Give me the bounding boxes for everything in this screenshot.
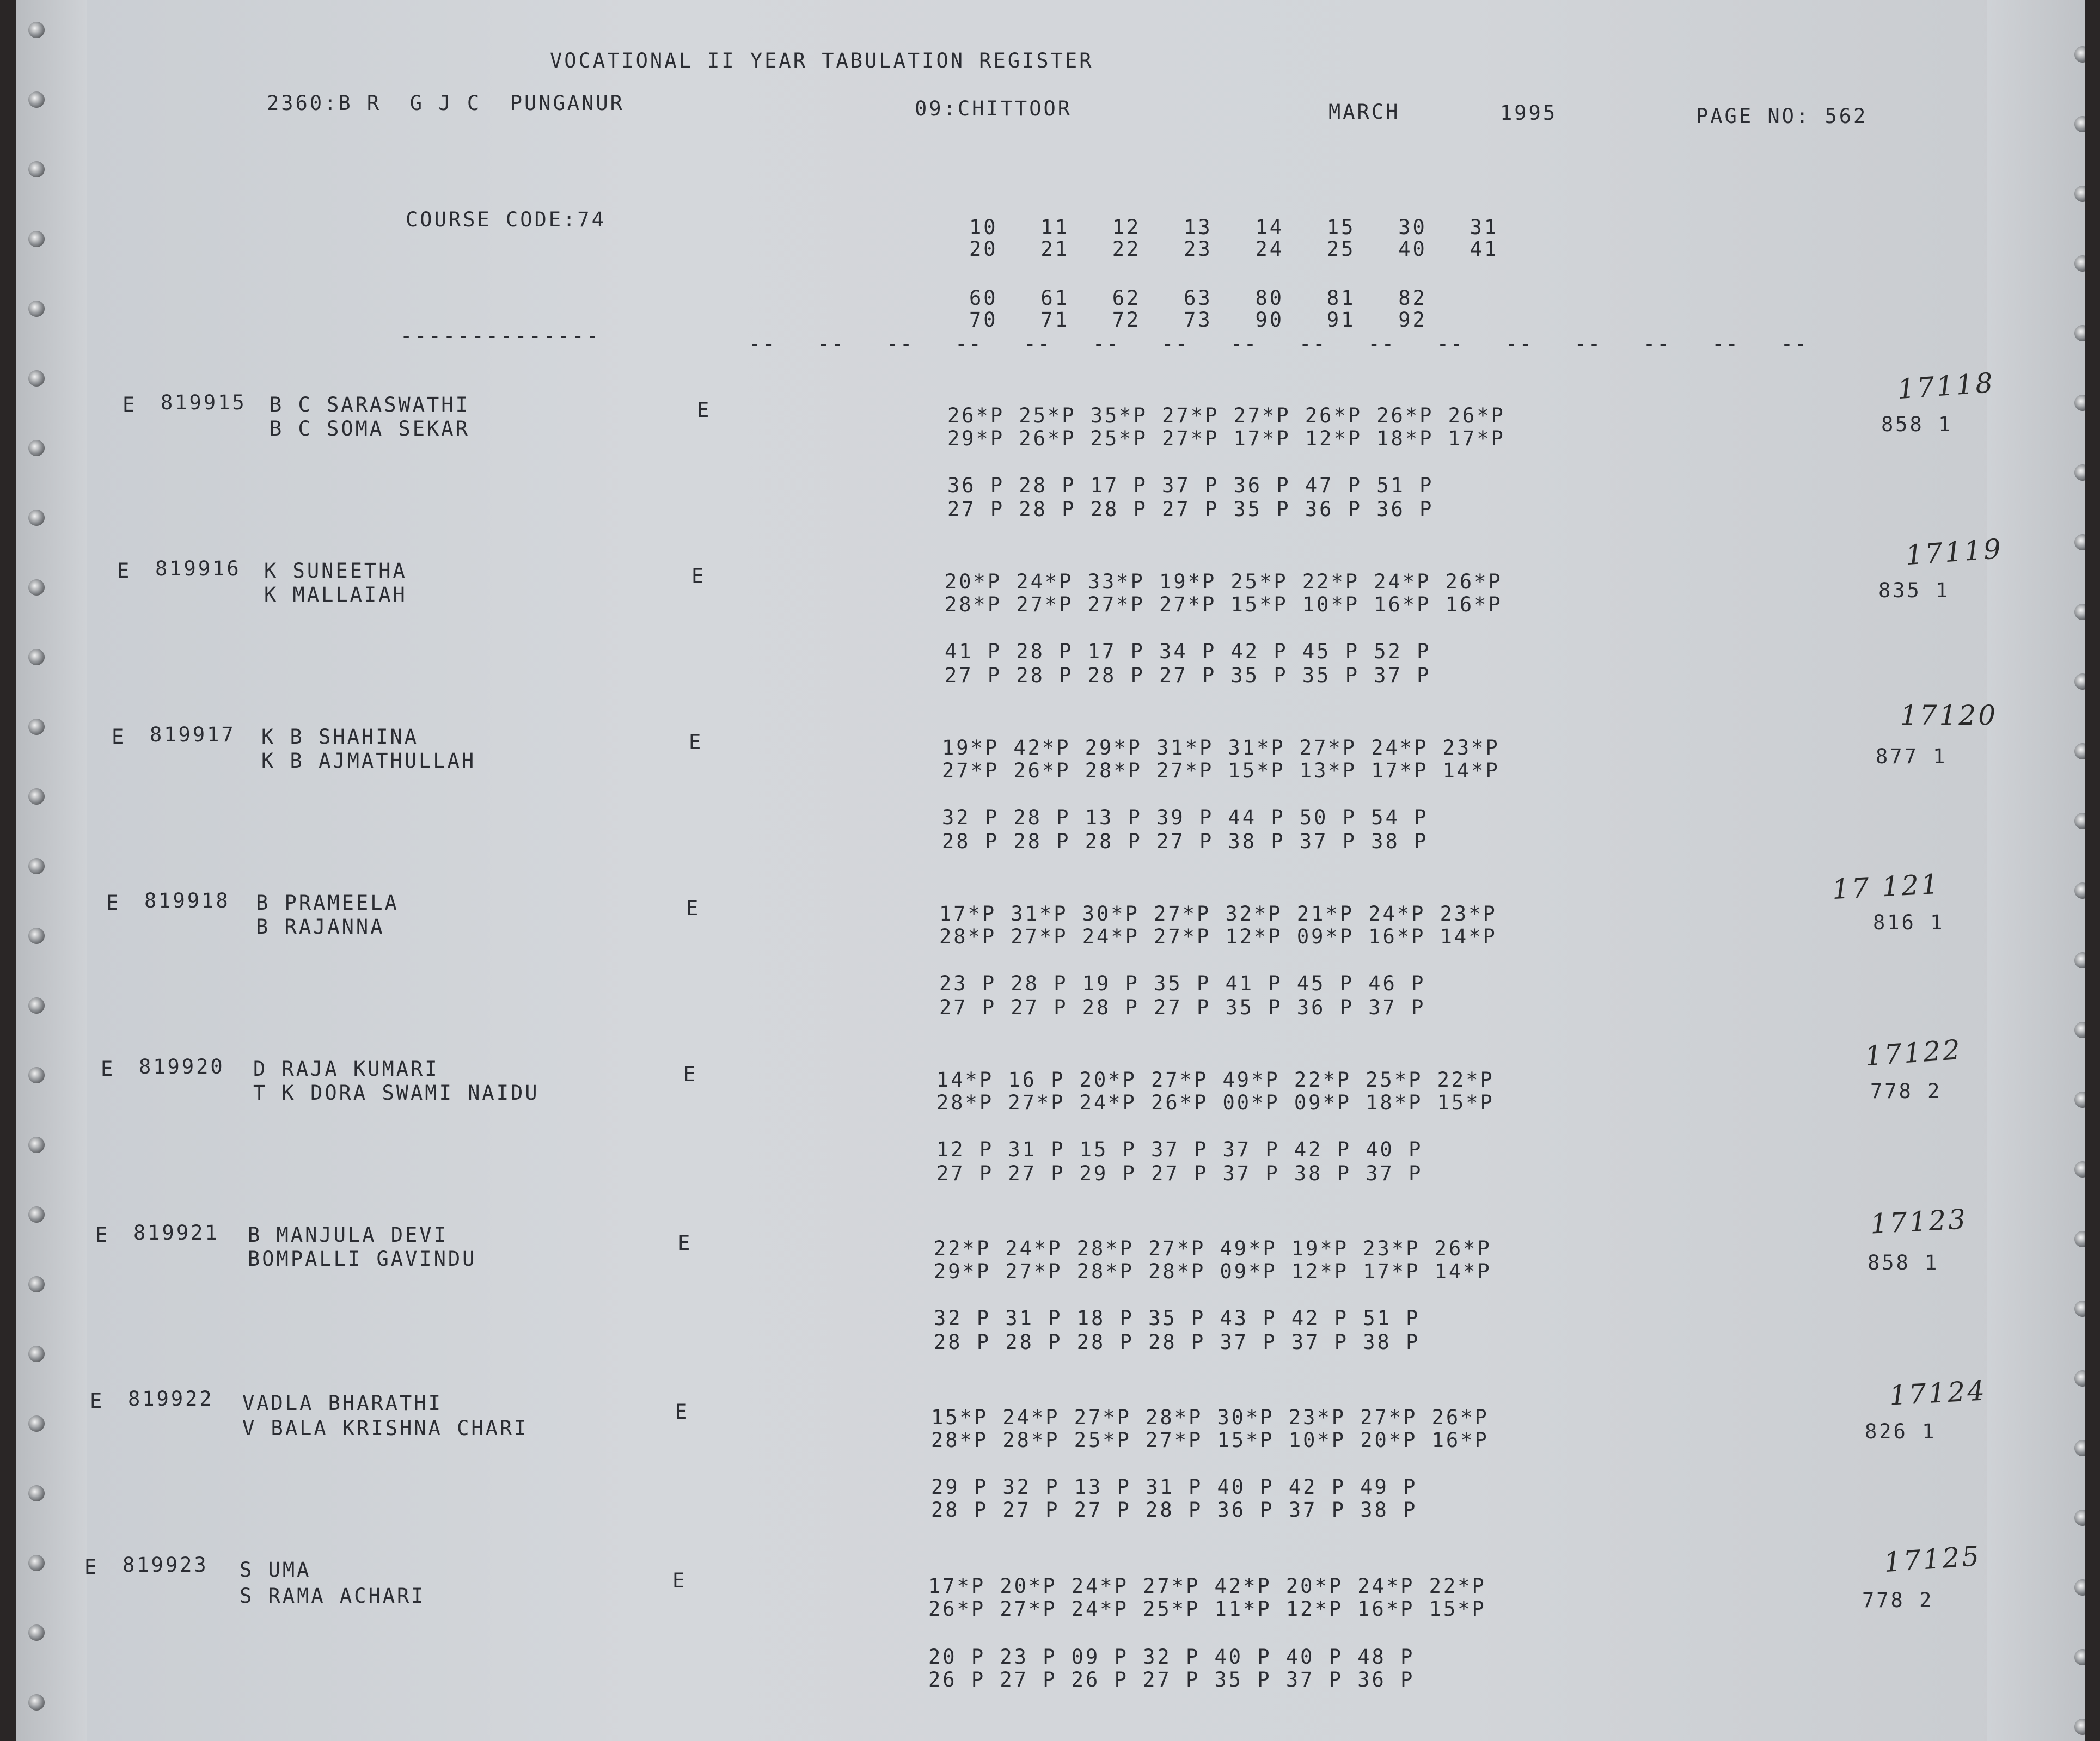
subject-codes-row-4: 70 71 72 73 90 91 92 (969, 308, 1427, 332)
sprocket-hole (28, 231, 45, 247)
total-marks: 816 1 (1873, 911, 1945, 934)
marks-line-4: 28 P 28 P 28 P 27 P 38 P 37 P 38 P (942, 830, 1429, 853)
sprocket-hole (28, 91, 45, 108)
marks-line-1: 22*P 24*P 28*P 27*P 49*P 19*P 23*P 26*P (934, 1237, 1492, 1260)
student-name: B C SARASWATHI (270, 393, 470, 416)
marks-line-3: 12 P 31 P 15 P 37 P 37 P 42 P 40 P (936, 1138, 1423, 1161)
total-marks: 778 2 (1870, 1080, 1942, 1103)
sprocket-hole (28, 301, 45, 317)
roll-number: 819918 (144, 889, 230, 912)
sprocket-hole (28, 370, 45, 387)
record-flag: E (95, 1223, 110, 1247)
marks-line-4: 27 P 28 P 28 P 27 P 35 P 35 P 37 P (945, 664, 1431, 687)
sprocket-hole (28, 22, 45, 38)
handwritten-serial: 17125 (1883, 1540, 1982, 1579)
parent-name: V BALA KRISHNA CHARI (242, 1417, 529, 1440)
roll-number: 819922 (128, 1387, 214, 1411)
student-name: D RAJA KUMARI (253, 1057, 439, 1081)
marks-line-1: 26*P 25*P 35*P 27*P 27*P 26*P 26*P 26*P (947, 404, 1505, 427)
handwritten-serial: 17120 (1900, 700, 1998, 731)
record-flag: E (90, 1389, 105, 1413)
sprocket-hole (28, 719, 45, 735)
roll-number: 819916 (155, 557, 241, 580)
total-marks: 877 1 (1876, 745, 1948, 768)
marks-line-2: 27*P 26*P 28*P 27*P 15*P 13*P 17*P 14*P (942, 759, 1500, 782)
marks-line-4: 26 P 27 P 26 P 27 P 35 P 37 P 36 P (928, 1668, 1415, 1691)
parent-name: B RAJANNA (256, 915, 385, 939)
sprocket-hole (28, 858, 45, 874)
sprocket-hole (28, 1415, 45, 1432)
marks-line-2: 28*P 27*P 24*P 26*P 00*P 09*P 18*P 15*P (936, 1091, 1495, 1114)
record-mark: E (691, 565, 706, 588)
total-marks: 826 1 (1865, 1420, 1937, 1443)
record-flag: E (106, 891, 121, 915)
roll-number: 819920 (139, 1055, 225, 1078)
record-mark: E (672, 1569, 687, 1592)
parent-name: T K DORA SWAMI NAIDU (253, 1081, 540, 1105)
record-mark: E (678, 1231, 693, 1255)
parent-name: S RAMA ACHARI (240, 1584, 426, 1608)
left-tractor-margin (16, 0, 87, 1741)
sprocket-hole (28, 1276, 45, 1292)
student-name: B MANJULA DEVI (248, 1223, 448, 1247)
student-name: B PRAMEELA (256, 891, 399, 915)
sprocket-hole (28, 649, 45, 665)
parent-name: B C SOMA SEKAR (270, 417, 470, 440)
student-name: K B SHAHINA (261, 725, 419, 749)
sprocket-hole (28, 928, 45, 944)
college-code: 2360:B R G J C PUNGANUR (267, 91, 625, 115)
marks-line-4: 27 P 27 P 28 P 27 P 35 P 36 P 37 P (939, 996, 1426, 1019)
student-name: S UMA (240, 1558, 311, 1581)
exam-year: 1995 (1500, 101, 1558, 125)
record-flag: E (117, 559, 132, 583)
handwritten-serial: 17122 (1864, 1033, 1963, 1072)
handwritten-serial: 17124 (1888, 1375, 1988, 1412)
separator-long: -------------- (400, 324, 601, 348)
subject-codes-row-3: 60 61 62 63 80 81 82 (969, 286, 1427, 310)
roll-number: 819921 (133, 1221, 219, 1245)
handwritten-serial: 17123 (1869, 1203, 1969, 1240)
page-number: PAGE NO: 562 (1696, 105, 1868, 128)
sprocket-hole (28, 1485, 45, 1501)
marks-line-3: 32 P 31 P 18 P 35 P 43 P 42 P 51 P (934, 1307, 1421, 1330)
parent-name: K B AJMATHULLAH (261, 749, 476, 773)
register-title: VOCATIONAL II YEAR TABULATION REGISTER (550, 49, 1094, 72)
course-code: COURSE CODE:74 (406, 208, 606, 231)
subject-codes-row-2: 20 21 22 23 24 25 40 41 (969, 237, 1499, 261)
total-marks: 835 1 (1878, 579, 1950, 602)
sprocket-hole (28, 1067, 45, 1083)
roll-number: 819915 (161, 391, 247, 414)
marks-line-4: 27 P 27 P 29 P 27 P 37 P 38 P 37 P (936, 1162, 1423, 1185)
marks-line-2: 28*P 28*P 25*P 27*P 15*P 10*P 20*P 16*P (931, 1429, 1489, 1452)
total-marks: 858 1 (1881, 413, 1953, 436)
marks-line-1: 20*P 24*P 33*P 19*P 25*P 22*P 24*P 26*P (945, 570, 1503, 593)
record-mark: E (697, 399, 712, 422)
subject-codes-row-1: 10 11 12 13 14 15 30 31 (969, 216, 1499, 239)
record-mark: E (689, 731, 703, 754)
marks-line-4: 27 P 28 P 28 P 27 P 35 P 36 P 36 P (947, 498, 1434, 521)
marks-line-2: 26*P 27*P 24*P 25*P 11*P 12*P 16*P 15*P (928, 1597, 1486, 1621)
marks-line-1: 17*P 20*P 24*P 27*P 42*P 20*P 24*P 22*P (928, 1574, 1486, 1598)
record-flag: E (84, 1555, 99, 1579)
marks-line-1: 15*P 24*P 27*P 28*P 30*P 23*P 27*P 26*P (931, 1406, 1489, 1429)
separator-short: -- -- -- -- -- -- -- -- -- -- -- -- -- -- -- -- (749, 332, 1809, 355)
marks-line-3: 23 P 28 P 19 P 35 P 41 P 45 P 46 P (939, 972, 1426, 995)
parent-name: K MALLAIAH (264, 583, 407, 606)
sprocket-hole (28, 440, 45, 456)
marks-line-1: 14*P 16 P 20*P 27*P 49*P 22*P 25*P 22*P (936, 1068, 1495, 1092)
student-name: VADLA BHARATHI (242, 1391, 443, 1415)
right-tractor-margin (1987, 0, 2085, 1741)
exam-month: MARCH (1328, 100, 1400, 124)
marks-line-4: 28 P 28 P 28 P 28 P 37 P 37 P 38 P (934, 1331, 1421, 1354)
record-flag: E (112, 725, 126, 749)
roll-number: 819917 (150, 723, 236, 746)
sprocket-hole (28, 1555, 45, 1571)
sprocket-hole (28, 997, 45, 1014)
sprocket-hole (28, 1694, 45, 1711)
marks-line-1: 17*P 31*P 30*P 27*P 32*P 21*P 24*P 23*P (939, 902, 1497, 925)
record-mark: E (675, 1400, 690, 1424)
marks-line-2: 28*P 27*P 27*P 27*P 15*P 10*P 16*P 16*P (945, 593, 1503, 616)
marks-line-3: 41 P 28 P 17 P 34 P 42 P 45 P 52 P (945, 640, 1431, 663)
handwritten-serial: 17118 (1896, 366, 1996, 406)
record-mark: E (686, 897, 701, 920)
record-flag: E (123, 393, 137, 416)
sprocket-hole (28, 579, 45, 596)
handwritten-serial: 17 121 (1831, 868, 1942, 906)
marks-line-2: 29*P 26*P 25*P 27*P 17*P 12*P 18*P 17*P (947, 427, 1505, 450)
sprocket-hole (28, 510, 45, 526)
marks-line-3: 36 P 28 P 17 P 37 P 36 P 47 P 51 P (947, 474, 1434, 497)
student-name: K SUNEETHA (264, 559, 407, 583)
handwritten-serial: 17119 (1905, 532, 2004, 572)
record-mark: E (683, 1063, 698, 1086)
sprocket-hole (28, 788, 45, 805)
tabulation-sheet (16, 0, 2085, 1741)
roll-number: 819923 (123, 1553, 209, 1577)
sprocket-hole (28, 161, 45, 177)
parent-name: BOMPALLI GAVINDU (248, 1247, 477, 1271)
sprocket-hole (28, 1624, 45, 1641)
marks-line-2: 28*P 27*P 24*P 27*P 12*P 09*P 16*P 14*P (939, 925, 1497, 948)
marks-line-3: 20 P 23 P 09 P 32 P 40 P 40 P 48 P (928, 1645, 1415, 1669)
marks-line-1: 19*P 42*P 29*P 31*P 31*P 27*P 24*P 23*P (942, 736, 1500, 759)
marks-line-3: 29 P 32 P 13 P 31 P 40 P 42 P 49 P (931, 1475, 1418, 1499)
marks-line-3: 32 P 28 P 13 P 39 P 44 P 50 P 54 P (942, 806, 1429, 829)
sprocket-hole (28, 1137, 45, 1153)
total-marks: 858 1 (1868, 1251, 1939, 1274)
sprocket-hole (28, 1206, 45, 1223)
record-flag: E (101, 1057, 115, 1081)
marks-line-4: 28 P 27 P 27 P 28 P 36 P 37 P 38 P (931, 1498, 1418, 1522)
total-marks: 778 2 (1862, 1589, 1934, 1612)
district-code: 09:CHITTOOR (915, 97, 1073, 120)
sprocket-hole (28, 1346, 45, 1362)
marks-line-2: 29*P 27*P 28*P 28*P 09*P 12*P 17*P 14*P (934, 1260, 1492, 1283)
